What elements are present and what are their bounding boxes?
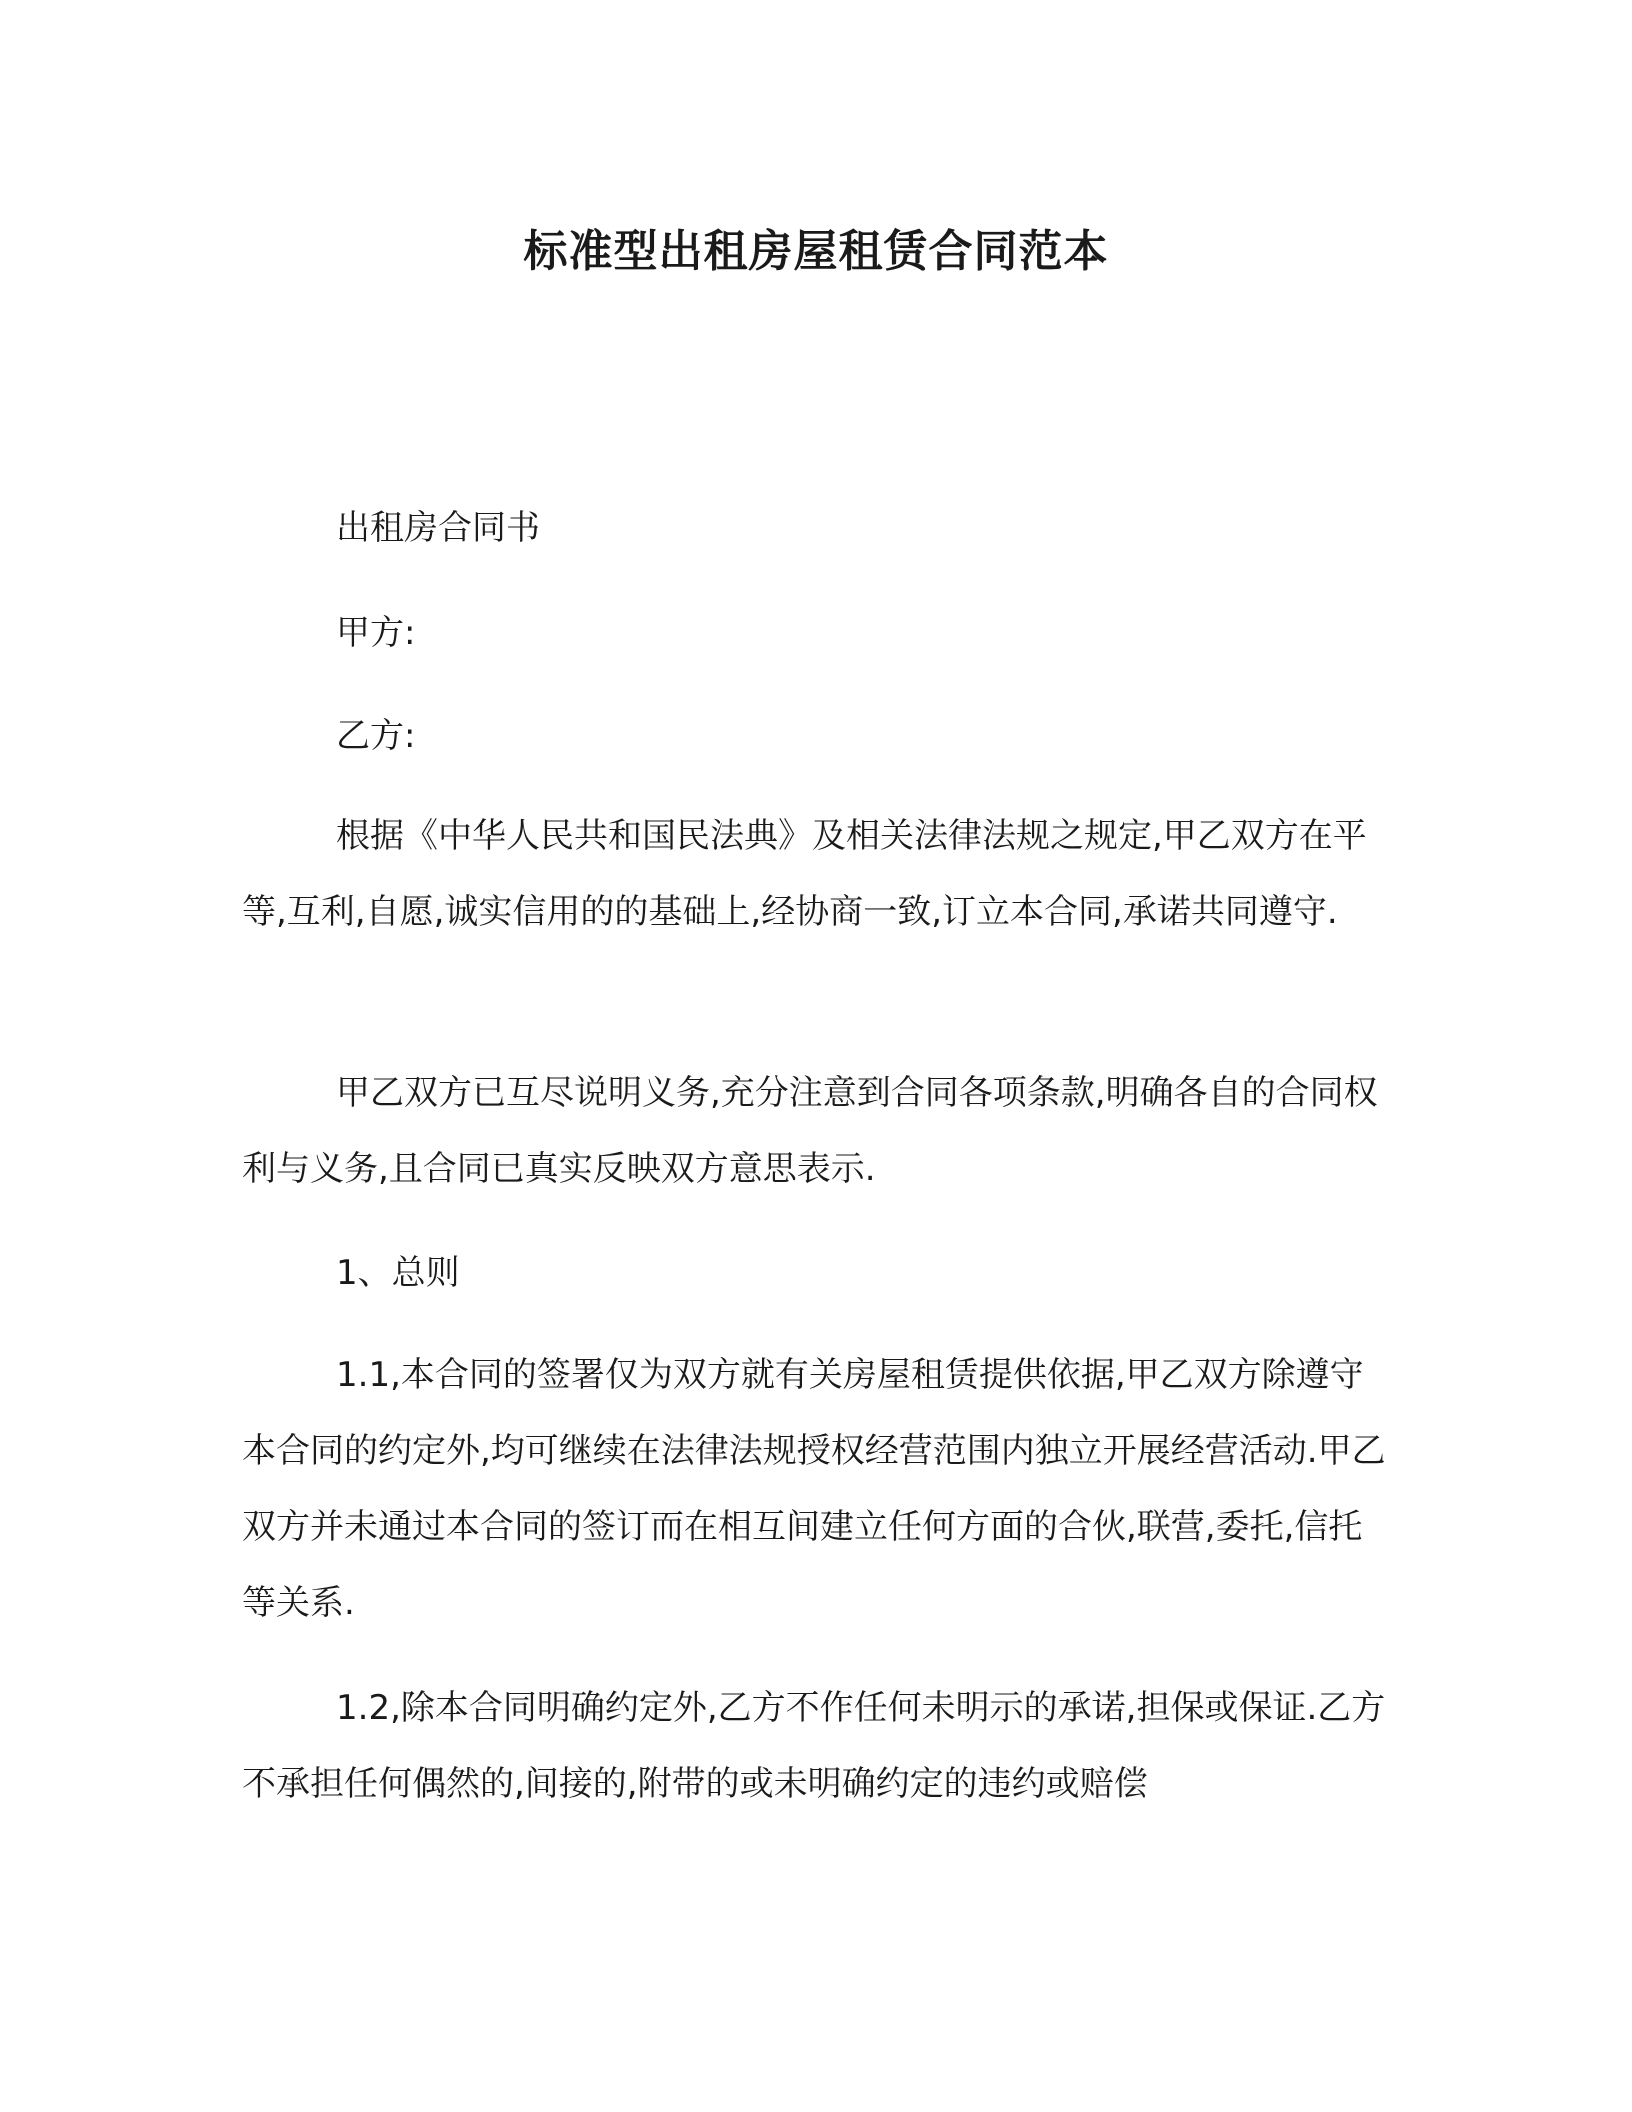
clause-1-2-paragraph: 1.2,除本合同明确约定外,乙方不作任何未明示的承诺,担保或保证.乙方不承担任何偶然的,间接的,附带的或未明确约定的违约或赔偿 <box>242 1688 1386 1804</box>
party-a-label: 甲方: <box>336 613 416 653</box>
party-b-label: 乙方: <box>336 716 416 756</box>
clause-1-1-paragraph: 1.1,本合同的签署仅为双方就有关房屋租赁提供依据,甲乙双方除遵守本合同的约定外,均可继续在法律法规授权经营范围内独立开展经营活动.甲乙双方并未通过本合同的签订而在相互间建立任何方面的合伙,联营,委托,信托等关系. <box>242 1355 1386 1623</box>
contract-subtitle: 出租房合同书 <box>336 508 540 548</box>
document-title: 标准型出租房屋租赁合同范本 <box>523 226 1109 277</box>
intro-paragraph: 根据《中华人民共和国民法典》及相关法律法规之规定,甲乙双方在平等,互利,自愿,诚实信用的的基础上,经协商一致,订立本合同,承诺共同遵守. <box>242 816 1367 932</box>
section-1-heading: 1、总则 <box>336 1253 460 1293</box>
mutual-understanding-paragraph: 甲乙双方已互尽说明义务,充分注意到合同各项条款,明确各自的合同权利与义务,且合同已真实反映双方意思表示. <box>242 1073 1378 1189</box>
